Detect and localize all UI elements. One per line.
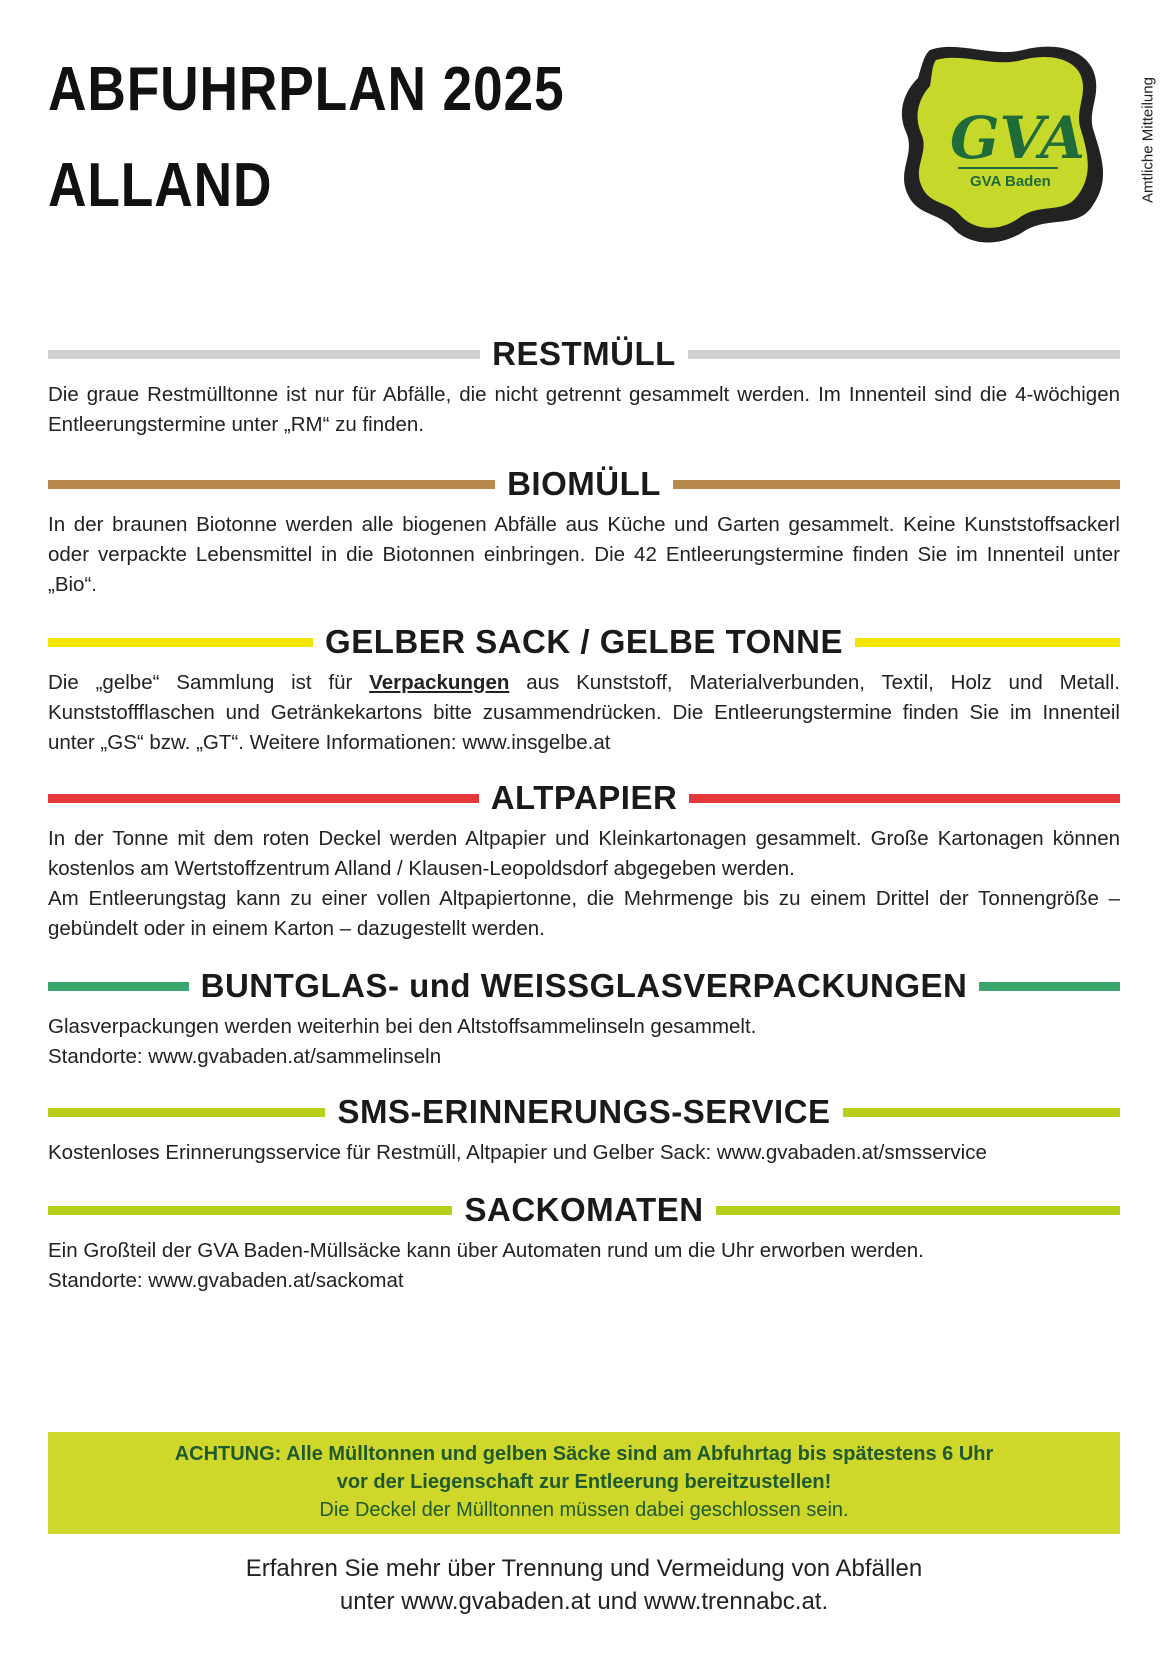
section-heading: BIOMÜLL [507, 465, 661, 502]
section-text [48, 1012, 1120, 1072]
section-header [48, 1190, 1120, 1230]
section-header [48, 464, 1120, 504]
section-biomuell [48, 464, 1120, 600]
section-paragraph: In der Tonne mit dem roten Deckel werden Altpapier und Kleinkartonagen gesammelt. Große Kartonagen können kostenlos am Wertstoffzentrum Alland / Klausen-Leopoldsdorf abgegeben werden. [48, 827, 1120, 880]
section-paragraph: Am Entleerungstag kann zu einer vollen Altpapiertonne, die Mehrmenge bis zu einem Drittel der Tonnengröße – gebündelt oder in einem Karton – dazugestellt werden. [48, 887, 1120, 940]
divider-bar-right [855, 638, 1120, 647]
section-heading: ALTPAPIER [490, 779, 678, 816]
section-text [48, 824, 1120, 944]
notice-box [48, 1432, 1120, 1534]
section-paragraph: Ein Großteil der GVA Baden-Müllsäcke kann über Automaten rund um die Uhr erworben werden. [48, 1239, 924, 1262]
section-text [48, 510, 1120, 600]
title-line-2: ALLAND [48, 151, 273, 220]
section-text [48, 380, 1120, 440]
divider-bar-left [48, 638, 313, 647]
section-heading: GELBER SACK / GELBE TONNE [325, 623, 843, 660]
divider-bar-left [48, 794, 479, 803]
divider-bar-right [689, 794, 1120, 803]
notice-line-2: vor der Liegenschaft zur Entleerung bereitzustellen! [336, 1471, 832, 1493]
notice-line-3: Die Deckel der Mülltonnen müssen dabei geschlossen sein. [319, 1499, 849, 1521]
title-line-1: ABFUHRPLAN 2025 [48, 55, 565, 124]
logo-wordmark: GVA [950, 104, 1086, 172]
gva-logo [888, 40, 1112, 250]
section-heading: SMS-ERINNERUNGS-SERVICE [337, 1093, 831, 1130]
divider-bar-right [688, 350, 1120, 359]
logo-subtext: GVA Baden [970, 173, 1051, 190]
divider-bar-left [48, 982, 189, 991]
section-paragraph: Standorte: www.gvabaden.at/sammelinseln [48, 1045, 442, 1068]
section-text [48, 1138, 1120, 1168]
divider-bar-right [716, 1206, 1120, 1215]
section-restmuell [48, 334, 1120, 440]
verpackungen-emphasis: Verpackungen [369, 671, 510, 694]
section-header [48, 334, 1120, 374]
section-paragraph: In der braunen Biotonne werden alle biogenen Abfälle aus Küche und Garten gesammelt. Keine Kunststoffsackerl oder verpackte Lebensmittel in die Biotonnen einbringen. Die 42 Entleerungstermine finden Sie im Innenteil unter „Bio“. [48, 513, 1120, 596]
divider-bar-right [843, 1108, 1120, 1117]
footer-line-2: unter www.gvabaden.at und www.trennabc.at. [339, 1588, 829, 1615]
text-after: aus Kunststoff, Materialverbunden, Textil, Holz und Metall. Kunststoffflaschen und Getränkekartons bitte zusammendrücken. Die Entleerungstermine finden Sie im Innenteil unter „GS“ bzw. „GT“. Weitere Informationen: www.insgelbe.at [48, 671, 1120, 754]
notice-line-1: ACHTUNG: Alle Mülltonnen und gelben Säcke sind am Abfuhrtag bis spätestens 6 Uhr [174, 1443, 994, 1465]
section-glas [48, 966, 1120, 1072]
section-heading: RESTMÜLL [492, 335, 676, 372]
divider-bar-left [48, 480, 495, 489]
divider-bar-left [48, 1108, 325, 1117]
section-header [48, 622, 1120, 662]
page-title [48, 42, 565, 234]
footer-info [48, 1552, 1120, 1618]
text-before: Die „gelbe“ Sammlung ist für [48, 671, 370, 694]
section-header [48, 778, 1120, 818]
section-paragraph: Glasverpackungen werden weiterhin bei den Altstoffsammelinseln gesammelt. [48, 1015, 757, 1038]
section-paragraph: Kostenloses Erinnerungsservice für Restmüll, Altpapier und Gelber Sack: www.gvabaden.at/smsservice [48, 1141, 987, 1164]
divider-bar-right [979, 982, 1120, 991]
section-altpapier [48, 778, 1120, 944]
section-paragraph: Die graue Restmülltonne ist nur für Abfälle, die nicht getrennt gesammelt werden. Im Innenteil sind die 4-wöchigen Entleerungstermine unter „RM“ zu finden. [48, 383, 1120, 436]
divider-bar-left [48, 1206, 452, 1215]
section-gelber-sack [48, 622, 1120, 758]
footer-line-1: Erfahren Sie mehr über Trennung und Vermeidung von Abfällen [245, 1555, 923, 1582]
section-text [48, 668, 1120, 758]
section-paragraph [48, 668, 1120, 758]
section-paragraph: Standorte: www.gvabaden.at/sackomat [48, 1269, 404, 1292]
section-header [48, 966, 1120, 1006]
section-heading: SACKOMATEN [464, 1191, 704, 1228]
divider-bar-right [673, 480, 1120, 489]
section-text [48, 1236, 1120, 1296]
divider-bar-left [48, 350, 480, 359]
section-heading: BUNTGLAS- und WEISSGLASVERPACKUNGEN [200, 967, 968, 1004]
official-notice-label: Amtliche Mitteilung [1139, 77, 1157, 203]
section-header [48, 1092, 1120, 1132]
section-sackomaten [48, 1190, 1120, 1296]
section-sms-service [48, 1092, 1120, 1168]
